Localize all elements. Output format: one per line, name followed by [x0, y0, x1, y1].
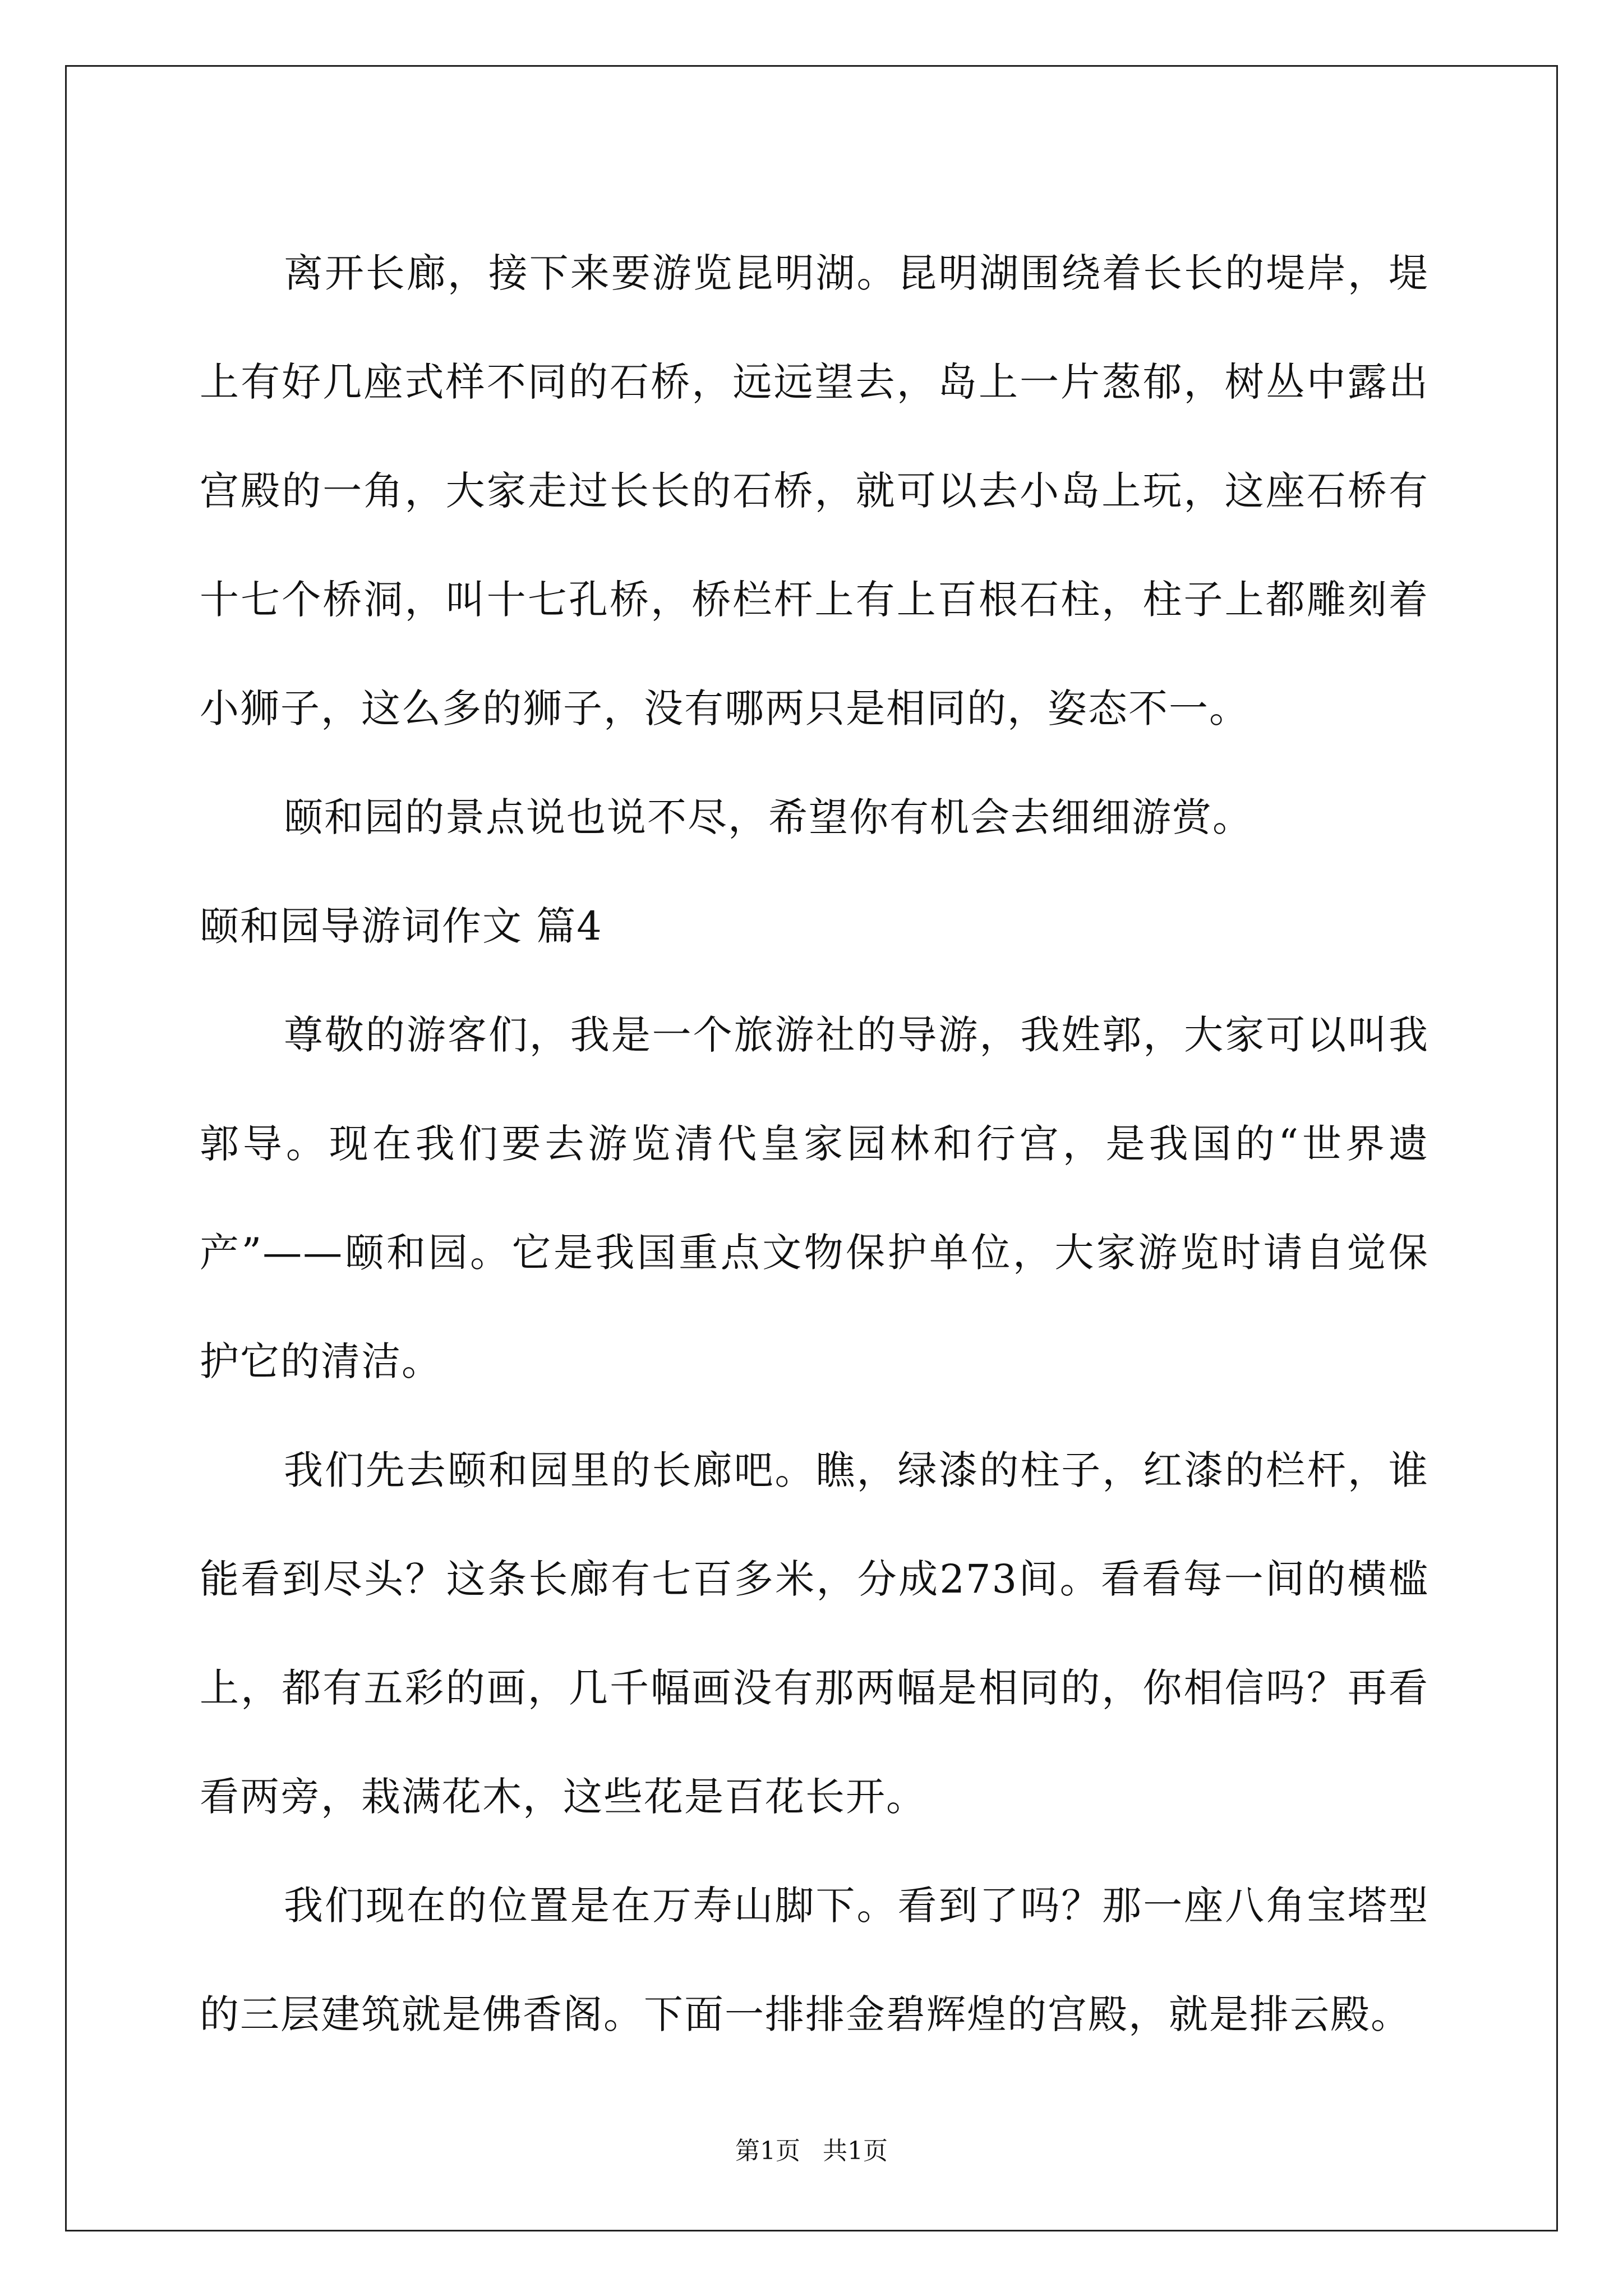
- paragraph-closing: 颐和园的景点说也说不尽，希望你有机会去细细游赏。: [284, 794, 1253, 840]
- page-footer: [0, 2131, 1623, 2166]
- paragraph-kunming-lake: 离开长廊，接下来要游览昆明湖。昆明湖围绕着长长的堤岸，堤上有好几座式样不同的石桥，远远望去，岛上一片葱郁，树丛中露出宫殿的一角，大家走过长长的石桥，就可以去小岛上玩，这座石桥有十七个桥洞，叫十七孔桥，桥栏杆上有上百根石柱，柱子上都雕刻着小狮子，这么多的狮子，没有哪两只是相同的，姿态不一。: [200, 250, 1429, 731]
- document-body: [200, 219, 1429, 2069]
- paragraph-greeting: 尊敬的游客们，我是一个旅游社的导游，我姓郭，大家可以叫我郭导。现在我们要去游览清代皇家园林和行宫，是我国的“世界遗产”——颐和园。它是我国重点文物保护单位，大家游览时请自觉保护它的清洁。: [200, 1012, 1429, 1384]
- paragraph-long-corridor: 我们先去颐和园里的长廊吧。瞧，绿漆的柱子，红漆的栏杆，谁能看到尽头？这条长廊有七百多米，分成273间。看看每一间的横槛上，都有五彩的画，几千幅画没有那两幅是相同的，你相信吗？再看看两旁，栽满花木，这些花是百花长开。: [200, 1447, 1429, 1820]
- page-number: 第1页: [735, 2137, 800, 2165]
- section-heading: 颐和园导游词作文 篇4: [200, 903, 603, 949]
- page-total: 共1页: [823, 2137, 888, 2165]
- paragraph-longevity-hill: 我们现在的位置是在万寿山脚下。看到了吗？那一座八角宝塔型的三层建筑就是佛香阁。下面一排排金碧辉煌的宫殿，就是排云殿。: [200, 1883, 1429, 2037]
